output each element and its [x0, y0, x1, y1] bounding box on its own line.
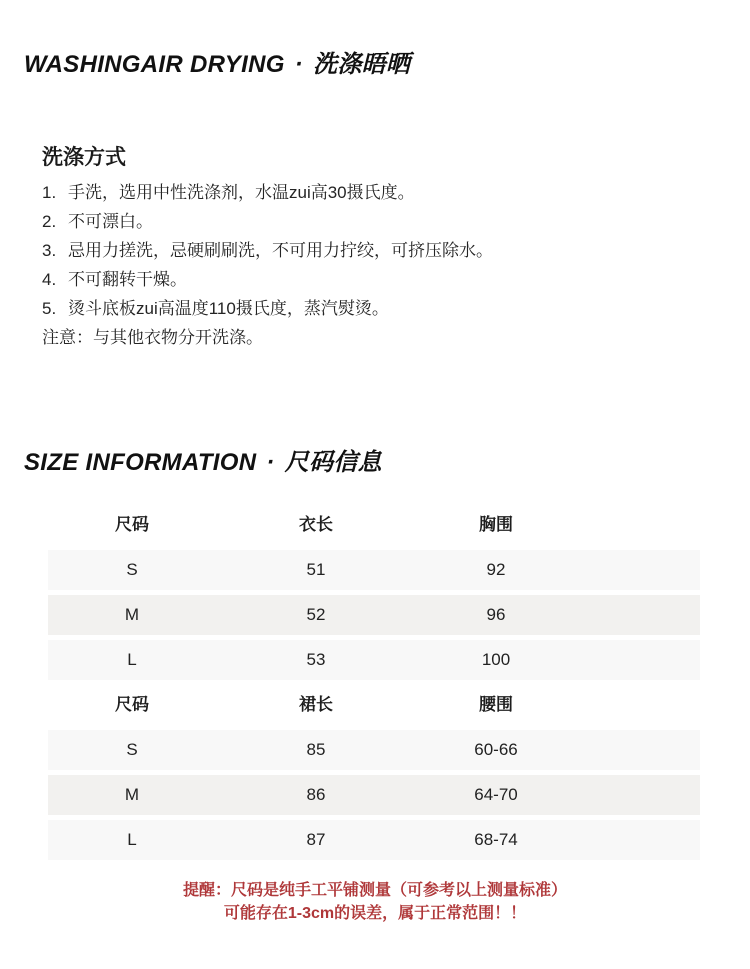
title-separator-dot: · — [266, 449, 275, 476]
size-section-title — [24, 442, 382, 477]
wash-method-heading: 洗涤方式 — [42, 146, 126, 169]
cell-garment-length: 52 — [306, 605, 326, 624]
cell-skirt-length: 87 — [306, 830, 326, 849]
table-row — [48, 550, 700, 590]
title-separator-dot: · — [294, 51, 303, 78]
size-table-header-row-bottom — [48, 685, 700, 725]
wash-title-en: WASHINGAIR DRYING — [24, 51, 285, 78]
wash-instructions-block — [42, 141, 722, 349]
reminder-line-2: 可能存在1-3cm的误差，属于正常范围！！ — [223, 905, 527, 922]
wash-item — [42, 240, 722, 262]
cell-size: L — [127, 650, 137, 669]
wash-item-number: 5. — [42, 299, 57, 318]
header-cell-skirt-length: 裙长 — [299, 695, 333, 714]
size-title-en: SIZE INFORMATION — [24, 449, 257, 476]
cell-waist: 60-66 — [474, 740, 518, 759]
cell-bust: 96 — [486, 605, 506, 624]
table-row — [48, 820, 700, 860]
cell-garment-length: 53 — [306, 650, 326, 669]
measurement-reminder — [0, 879, 750, 925]
wash-item-text: 不可漂白。 — [68, 212, 153, 231]
cell-size: L — [127, 830, 137, 849]
wash-item — [42, 182, 722, 204]
cell-waist: 64-70 — [474, 785, 518, 804]
cell-garment-length: 51 — [306, 560, 326, 579]
header-cell-garment-length: 衣长 — [299, 515, 333, 534]
header-cell-size: 尺码 — [115, 515, 149, 534]
wash-item-number: 1. — [42, 183, 57, 202]
wash-title-cn: 洗涤晤晒 — [312, 51, 411, 78]
wash-item-number: 4. — [42, 270, 57, 289]
cell-skirt-length: 85 — [306, 740, 326, 759]
table-row — [48, 730, 700, 770]
table-row — [48, 595, 700, 635]
table-row — [48, 775, 700, 815]
wash-item-number: 2. — [42, 212, 57, 231]
wash-item-number: 3. — [42, 241, 57, 260]
wash-item — [42, 269, 722, 291]
size-table-header-row-top — [48, 505, 700, 545]
wash-note: 注意：与其他衣物分开洗涤。 — [42, 328, 263, 347]
cell-skirt-length: 86 — [306, 785, 326, 804]
wash-item-text: 烫斗底板zui高温度110摄氏度，蒸汽熨烫。 — [68, 299, 389, 318]
wash-section-title — [24, 44, 410, 79]
cell-size: M — [124, 785, 140, 804]
cell-waist: 68-74 — [474, 830, 518, 849]
cell-size: S — [126, 740, 138, 759]
wash-item — [42, 211, 722, 233]
wash-item-text: 手洗，选用中性洗涤剂，水温zui高30摄氏度。 — [68, 183, 415, 202]
size-title-cn: 尺码信息 — [284, 449, 382, 476]
header-cell-waist: 腰围 — [479, 695, 513, 714]
cell-bust: 92 — [486, 560, 506, 579]
wash-item-text: 不可翻转干燥。 — [68, 270, 187, 289]
cell-size: M — [124, 605, 140, 624]
reminder-line-1: 提醒：尺码是纯手工平铺测量（可参考以上测量标准） — [182, 882, 567, 899]
wash-item-text: 忌用力搓洗，忌硬刷刷洗，不可用力拧绞，可挤压除水。 — [68, 241, 493, 260]
size-table — [48, 505, 700, 865]
table-row — [48, 640, 700, 680]
cell-size: S — [126, 560, 138, 579]
header-cell-size: 尺码 — [115, 695, 149, 714]
header-cell-bust: 胸围 — [479, 515, 513, 534]
cell-bust: 100 — [481, 650, 511, 669]
wash-item — [42, 298, 722, 320]
